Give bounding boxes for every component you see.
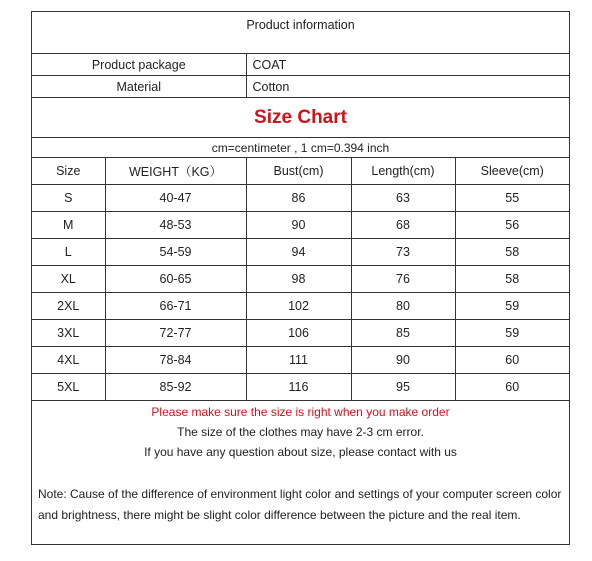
cell-size: S xyxy=(32,185,105,212)
size-table-header xyxy=(32,158,569,185)
size-warning: Please make sure the size is right when you make order xyxy=(151,405,450,419)
cell-sleeve: 58 xyxy=(455,239,569,266)
cell-weight: 66-71 xyxy=(105,293,246,320)
size-chart-title: Size Chart xyxy=(32,98,569,138)
cell-weight: 85-92 xyxy=(105,374,246,401)
cell-length: 95 xyxy=(351,374,455,401)
cell-length: 68 xyxy=(351,212,455,239)
product-package-row xyxy=(32,54,569,76)
table-row xyxy=(32,320,569,347)
cell-weight: 54-59 xyxy=(105,239,246,266)
cell-length: 80 xyxy=(351,293,455,320)
header-weight: WEIGHT（KG） xyxy=(105,158,246,185)
cell-length: 85 xyxy=(351,320,455,347)
table-row xyxy=(32,374,569,401)
cell-weight: 40-47 xyxy=(105,185,246,212)
cell-length: 73 xyxy=(351,239,455,266)
header-size: Size xyxy=(32,158,105,185)
table-row xyxy=(32,185,569,212)
header-length: Length(cm) xyxy=(351,158,455,185)
cell-sleeve: 59 xyxy=(455,293,569,320)
cell-sleeve: 56 xyxy=(455,212,569,239)
cell-sleeve: 59 xyxy=(455,320,569,347)
material-row xyxy=(32,76,569,98)
cell-sleeve: 55 xyxy=(455,185,569,212)
table-row xyxy=(32,239,569,266)
material-label: Material xyxy=(32,76,246,98)
cell-bust: 94 xyxy=(246,239,351,266)
cell-weight: 72-77 xyxy=(105,320,246,347)
cell-bust: 116 xyxy=(246,374,351,401)
cell-length: 63 xyxy=(351,185,455,212)
cell-bust: 90 xyxy=(246,212,351,239)
size-table xyxy=(32,137,569,401)
cell-length: 90 xyxy=(351,347,455,374)
cell-sleeve: 60 xyxy=(455,347,569,374)
cell-weight: 60-65 xyxy=(105,266,246,293)
header-bust: Bust(cm) xyxy=(246,158,351,185)
color-note-line-2: and brightness, there might be slight color difference between the picture and the real item. xyxy=(38,508,521,522)
table-row xyxy=(32,347,569,374)
cell-size: M xyxy=(32,212,105,239)
cell-bust: 98 xyxy=(246,266,351,293)
cell-bust: 111 xyxy=(246,347,351,374)
cell-length: 76 xyxy=(351,266,455,293)
table-row xyxy=(32,293,569,320)
contact-note: If you have any question about size, please contact with us xyxy=(144,445,457,459)
color-difference-note xyxy=(32,484,569,526)
product-package-label: Product package xyxy=(32,54,246,76)
cell-weight: 78-84 xyxy=(105,347,246,374)
product-info-title: Product information xyxy=(32,12,569,54)
cell-size: 5XL xyxy=(32,374,105,401)
table-row xyxy=(32,212,569,239)
table-row xyxy=(32,266,569,293)
product-info-table xyxy=(32,12,569,138)
material-value: Cotton xyxy=(246,76,569,98)
color-note-line-1: Note: Cause of the difference of environment light color and settings of your computer screen color xyxy=(38,487,562,501)
cell-bust: 106 xyxy=(246,320,351,347)
cell-sleeve: 60 xyxy=(455,374,569,401)
header-sleeve: Sleeve(cm) xyxy=(455,158,569,185)
cell-size: 4XL xyxy=(32,347,105,374)
unit-note: cm=centimeter , 1 cm=0.394 inch xyxy=(32,138,569,158)
error-note: The size of the clothes may have 2-3 cm error. xyxy=(177,425,424,439)
cell-size: 3XL xyxy=(32,320,105,347)
notes-section xyxy=(32,402,569,526)
size-chart-frame xyxy=(31,11,570,545)
product-package-value: COAT xyxy=(246,54,569,76)
cell-weight: 48-53 xyxy=(105,212,246,239)
cell-size: 2XL xyxy=(32,293,105,320)
cell-sleeve: 58 xyxy=(455,266,569,293)
cell-bust: 102 xyxy=(246,293,351,320)
cell-bust: 86 xyxy=(246,185,351,212)
cell-size: L xyxy=(32,239,105,266)
cell-size: XL xyxy=(32,266,105,293)
